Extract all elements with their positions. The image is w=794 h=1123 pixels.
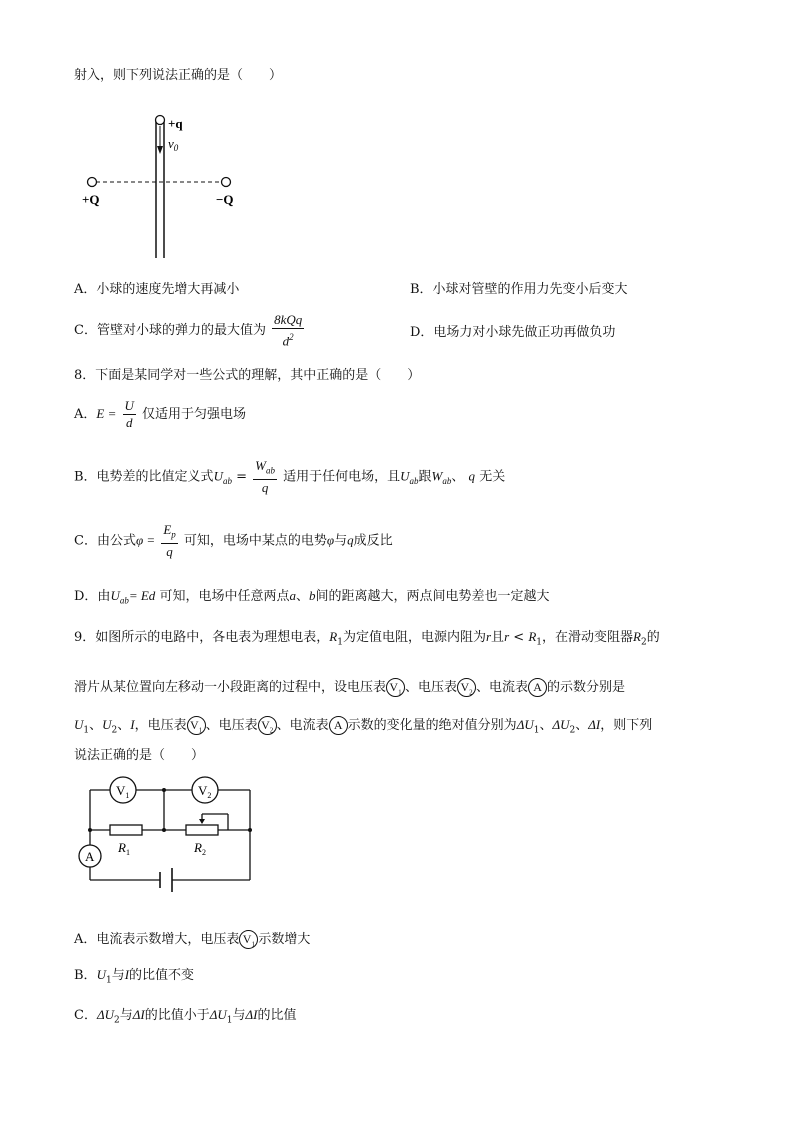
voltmeter-v2-icon: $V_2$ [457, 678, 476, 697]
q7-option-d[interactable]: D．电场力对小球先做正功再做负功 [410, 325, 616, 340]
charge-plus-Q-icon [88, 178, 97, 187]
q9-stem-line3: $U_1$、$U_2$、I，电压表 $V_1$ 、电压表 $V_2$ 、电流表 A 示数的变化量的绝对值分别为$\Delta U_1$、$\Delta U_2$、ΔI，则下列 [74, 717, 653, 736]
q9-stem-line4: 说法正确的是（ ） [74, 748, 205, 763]
voltmeter-v1-icon: $V_1$ [187, 716, 206, 735]
q7-figure [78, 108, 258, 268]
circuit-label-r1: $R_1$ [118, 840, 130, 857]
q7-option-c[interactable]: C．管壁对小球的弹力的最大值为 $\frac{\text{8kQq}}{d^2}$ [74, 312, 303, 349]
q9-option-c[interactable]: C．$\Delta U_2$与ΔI的比值小于$\Delta U_1$与ΔI的比值 [74, 1007, 297, 1026]
ammeter-icon: A [528, 678, 547, 697]
q8-option-a[interactable]: A．E = $\frac{U}{d}$ 仅适用于匀强电场 [74, 398, 247, 430]
label-plus-Q: +Q [82, 192, 100, 207]
voltmeter-v2-icon: $V_2$ [258, 716, 277, 735]
q8-option-c[interactable]: C．由公式φ = $\frac{E_p}{q}$ 可知，电场中某点的电势φ与q成反比 [74, 522, 393, 559]
resistor-r1 [110, 825, 142, 835]
circuit-label-v1: $V_1$ [116, 783, 130, 800]
ammeter-icon: A [329, 716, 348, 735]
q9-stem-line1: 9．如图所示的电路中，各电表为理想电表，$R_1$为定值电阻，电源内阻为r且$r < R_1$，在滑动变阻器$R_2$的 [74, 629, 660, 648]
circuit-label-r2: $R_2$ [194, 840, 206, 857]
q8-stem: 8．下面是某同学对一些公式的理解，其中正确的是（ ） [74, 368, 421, 383]
q7-stem-tail: 射入，则下列说法正确的是（ ） [74, 68, 283, 83]
q9-stem-line2: 滑片从某位置向左移动一小段距离的过程中，设电压表 $V_1$ 、电压表 $V_2$ 、电流表 A 的示数分别是 [74, 680, 626, 697]
ball-icon [156, 116, 165, 125]
charge-minus-Q-icon [222, 178, 231, 187]
q9-option-a[interactable]: A．电流表示数增大，电压表 $V_1$ 示数增大 [74, 932, 311, 949]
resistor-r2 [186, 825, 218, 835]
label-minus-Q: −Q [216, 192, 234, 207]
q9-circuit [74, 772, 264, 900]
label-plus-q: +q [168, 116, 183, 131]
q7-option-a[interactable]: A．小球的速度先增大再减小 [74, 282, 240, 297]
circuit-label-v2: $V_2$ [198, 783, 212, 800]
q8-option-b[interactable]: B．电势差的比值定义式$U_{ab}$ = $\frac{W_{ab}}{q}$ 适用于任何电场，且$U_{ab}$跟$W_{ab}$、 q 无关 [74, 458, 506, 495]
label-v0: $v_0$ [168, 136, 179, 153]
voltmeter-v1-icon: $V_1$ [386, 678, 405, 697]
circuit-label-a: A [85, 849, 95, 864]
q7-option-b[interactable]: B．小球对管壁的作用力先变小后变大 [410, 282, 628, 297]
voltmeter-v1-icon: $V_1$ [239, 930, 258, 949]
q9-option-b[interactable]: B．$U_1$与I的比值不变 [74, 967, 195, 986]
q8-option-d[interactable]: D．由$U_{ab}= Ed$ 可知，电场中任意两点a、b间的距离越大，两点间电势差也一定越大 [74, 588, 550, 606]
